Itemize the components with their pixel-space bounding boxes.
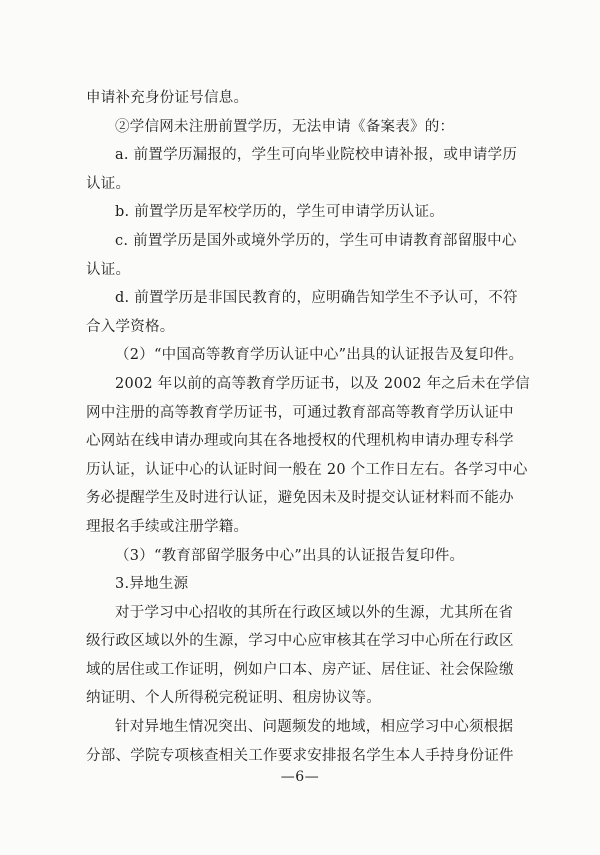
- page-number: —6—: [280, 769, 320, 785]
- paragraph: [86, 113, 508, 142]
- text-line: d. 前置学历是非国民教育的，应明确告知学生不予认可，不符: [115, 290, 518, 307]
- paragraph: [86, 341, 524, 370]
- text-line: 3.异地生源: [115, 576, 189, 593]
- text-line: 2002 年以前的高等教育学历证书，以及 2002 年之后未在学信: [115, 375, 530, 392]
- paragraph: [86, 370, 530, 542]
- text-line: 分部、学院专项核查相关工作要求安排报名学生本人手持身份证件: [86, 747, 514, 764]
- text-line: 针对异地生情况突出、问题频发的地域，相应学习中心须根据: [115, 719, 514, 736]
- paragraph: [86, 542, 508, 571]
- text-line: 网中注册的高等教育学历证书，可通过教育部高等教育学历认证中: [86, 404, 514, 421]
- paragraph: [86, 284, 518, 341]
- paragraph: [86, 84, 508, 113]
- text-line: 申请补充身份证号信息。: [86, 90, 249, 106]
- paragraph: [86, 713, 514, 770]
- text-line: a. 前置学历漏报的，学生可向毕业院校申请补报，或申请学历: [115, 147, 518, 164]
- paragraph: [86, 570, 508, 599]
- text-line: 级行政区域以外的生源，学习中心应审核其在学习中心所在行政区: [86, 633, 514, 650]
- text-line: 心网站在线申请办理或向其在各地授权的代理机构申请办理专科学: [86, 433, 514, 450]
- text-line: c. 前置学历是国外或境外学历的，学生可申请教育部留服中心: [115, 232, 517, 249]
- text-line: ②学信网未注册前置学历，无法申请《备案表》的：: [115, 118, 455, 135]
- text-line: 域的居住或工作证明，例如户口本、房产证、居住证、社会保险缴: [86, 661, 514, 678]
- text-line: （2）“中国高等教育学历认证中心”出具的认证报告及复印件。: [115, 347, 524, 364]
- paragraph: [86, 141, 518, 198]
- text-line: 对于学习中心招收的其所在行政区域以外的生源，尤其所在省: [115, 604, 514, 621]
- body-text: [86, 84, 530, 770]
- text-line: 纳证明、个人所得税完税证明、租房协议等。: [86, 690, 381, 707]
- text-line: 理报名手续或注册学籍。: [86, 518, 249, 535]
- paragraph: [86, 198, 508, 227]
- text-line: 历认证，认证中心的认证时间一般在 20 个工作日左右。各学习中心: [86, 461, 528, 478]
- text-line: 合入学资格。: [86, 318, 175, 335]
- text-line: 务必提醒学生及时进行认证，避免因未及时提交认证材料而不能办: [86, 490, 514, 507]
- text-line: 认证。: [86, 175, 131, 192]
- paragraph: [86, 227, 517, 284]
- text-line: b. 前置学历是军校学历的，学生可申请学历认证。: [115, 204, 444, 221]
- text-line: （3）“教育部留学服务中心”出具的认证报告复印件。: [115, 547, 465, 564]
- paragraph: [86, 599, 514, 713]
- text-line: 认证。: [86, 261, 131, 278]
